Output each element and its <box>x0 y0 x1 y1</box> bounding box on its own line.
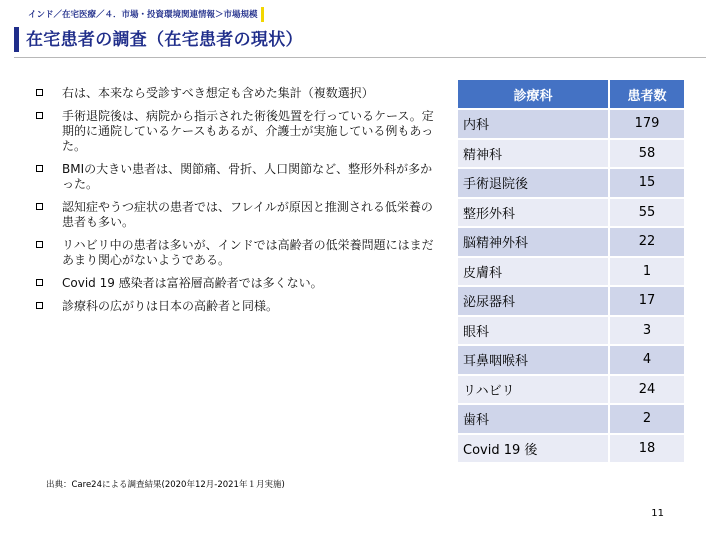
table-row <box>458 140 684 170</box>
count-cell: 24 <box>610 376 684 406</box>
bullet-item <box>36 276 434 291</box>
table-row <box>458 346 684 376</box>
table-row <box>458 435 684 465</box>
department-cell: 眼科 <box>458 317 610 347</box>
department-cell: 歯科 <box>458 405 610 435</box>
breadcrumb <box>28 4 264 24</box>
bullet-text: 手術退院後は、病院から指示された術後処置を行っているケース。定期的に通院しているケースもあるが、介護士が実施している例もあった。 <box>62 109 434 153</box>
table-row <box>458 258 684 288</box>
department-cell: Covid 19 後 <box>458 435 610 465</box>
source-note: 出典：Care24による調査結果(2020年12月-2021年１月実施) <box>46 480 285 490</box>
department-patient-table <box>458 80 684 464</box>
header-patient-count: 患者数 <box>610 80 684 110</box>
count-cell: 3 <box>610 317 684 347</box>
square-bullet-icon <box>36 302 43 309</box>
table-row <box>458 405 684 435</box>
table-row <box>458 199 684 229</box>
bullet-text: リハビリ中の患者は多いが、インドでは高齢者の低栄養問題にはまだあまり関心がないようである。 <box>62 238 434 267</box>
count-cell: 15 <box>610 169 684 199</box>
bullet-text: 認知症やうつ症状の患者では、フレイルが原因と推測される低栄養の患者も多い。 <box>62 200 433 229</box>
department-cell: 泌尿器科 <box>458 287 610 317</box>
square-bullet-icon <box>36 165 43 172</box>
bullet-text: 右は、本来なら受診すべき想定も含めた集計（複数選択） <box>62 86 374 100</box>
table-header-row <box>458 80 684 110</box>
bullet-item <box>36 109 434 154</box>
square-bullet-icon <box>36 203 43 210</box>
count-cell: 4 <box>610 346 684 376</box>
square-bullet-icon <box>36 279 43 286</box>
count-cell: 179 <box>610 110 684 140</box>
bullet-item <box>36 86 434 101</box>
count-cell: 17 <box>610 287 684 317</box>
department-cell: 整形外科 <box>458 199 610 229</box>
square-bullet-icon <box>36 241 43 248</box>
table-row <box>458 317 684 347</box>
department-cell: 皮膚科 <box>458 258 610 288</box>
table-row <box>458 228 684 258</box>
bullet-item <box>36 162 434 192</box>
bullet-text: 診療科の広がりは日本の高齢者と同様。 <box>62 299 279 313</box>
page-number: 11 <box>651 508 664 519</box>
bullet-list <box>36 86 434 322</box>
square-bullet-icon <box>36 112 43 119</box>
square-bullet-icon <box>36 89 43 96</box>
title-accent-bar <box>14 27 19 52</box>
count-cell: 58 <box>610 140 684 170</box>
count-cell: 22 <box>610 228 684 258</box>
table-row <box>458 169 684 199</box>
page-title: 在宅患者の調査（在宅患者の現状） <box>26 30 303 50</box>
breadcrumb-marker <box>261 7 264 22</box>
bullet-text: Covid 19 感染者は富裕層高齢者では多くない。 <box>62 276 323 290</box>
bullet-item <box>36 299 434 314</box>
table-row <box>458 110 684 140</box>
department-cell: 耳鼻咽喉科 <box>458 346 610 376</box>
bullet-item <box>36 238 434 268</box>
department-cell: 脳精神外科 <box>458 228 610 258</box>
department-cell: 精神科 <box>458 140 610 170</box>
bullet-text: BMIの大きい患者は、関節痛、骨折、人口関節など、整形外科が多かった。 <box>62 162 433 191</box>
department-cell: 内科 <box>458 110 610 140</box>
count-cell: 55 <box>610 199 684 229</box>
count-cell: 18 <box>610 435 684 465</box>
department-cell: リハビリ <box>458 376 610 406</box>
department-cell: 手術退院後 <box>458 169 610 199</box>
bullet-item <box>36 200 434 230</box>
table-row <box>458 287 684 317</box>
count-cell: 2 <box>610 405 684 435</box>
breadcrumb-text: インド／在宅医療／４．市場・投資環境関連情報＞市場規模 <box>28 10 258 20</box>
count-cell: 1 <box>610 258 684 288</box>
header-department: 診療科 <box>458 80 610 110</box>
title-divider <box>14 57 706 58</box>
table-row <box>458 376 684 406</box>
